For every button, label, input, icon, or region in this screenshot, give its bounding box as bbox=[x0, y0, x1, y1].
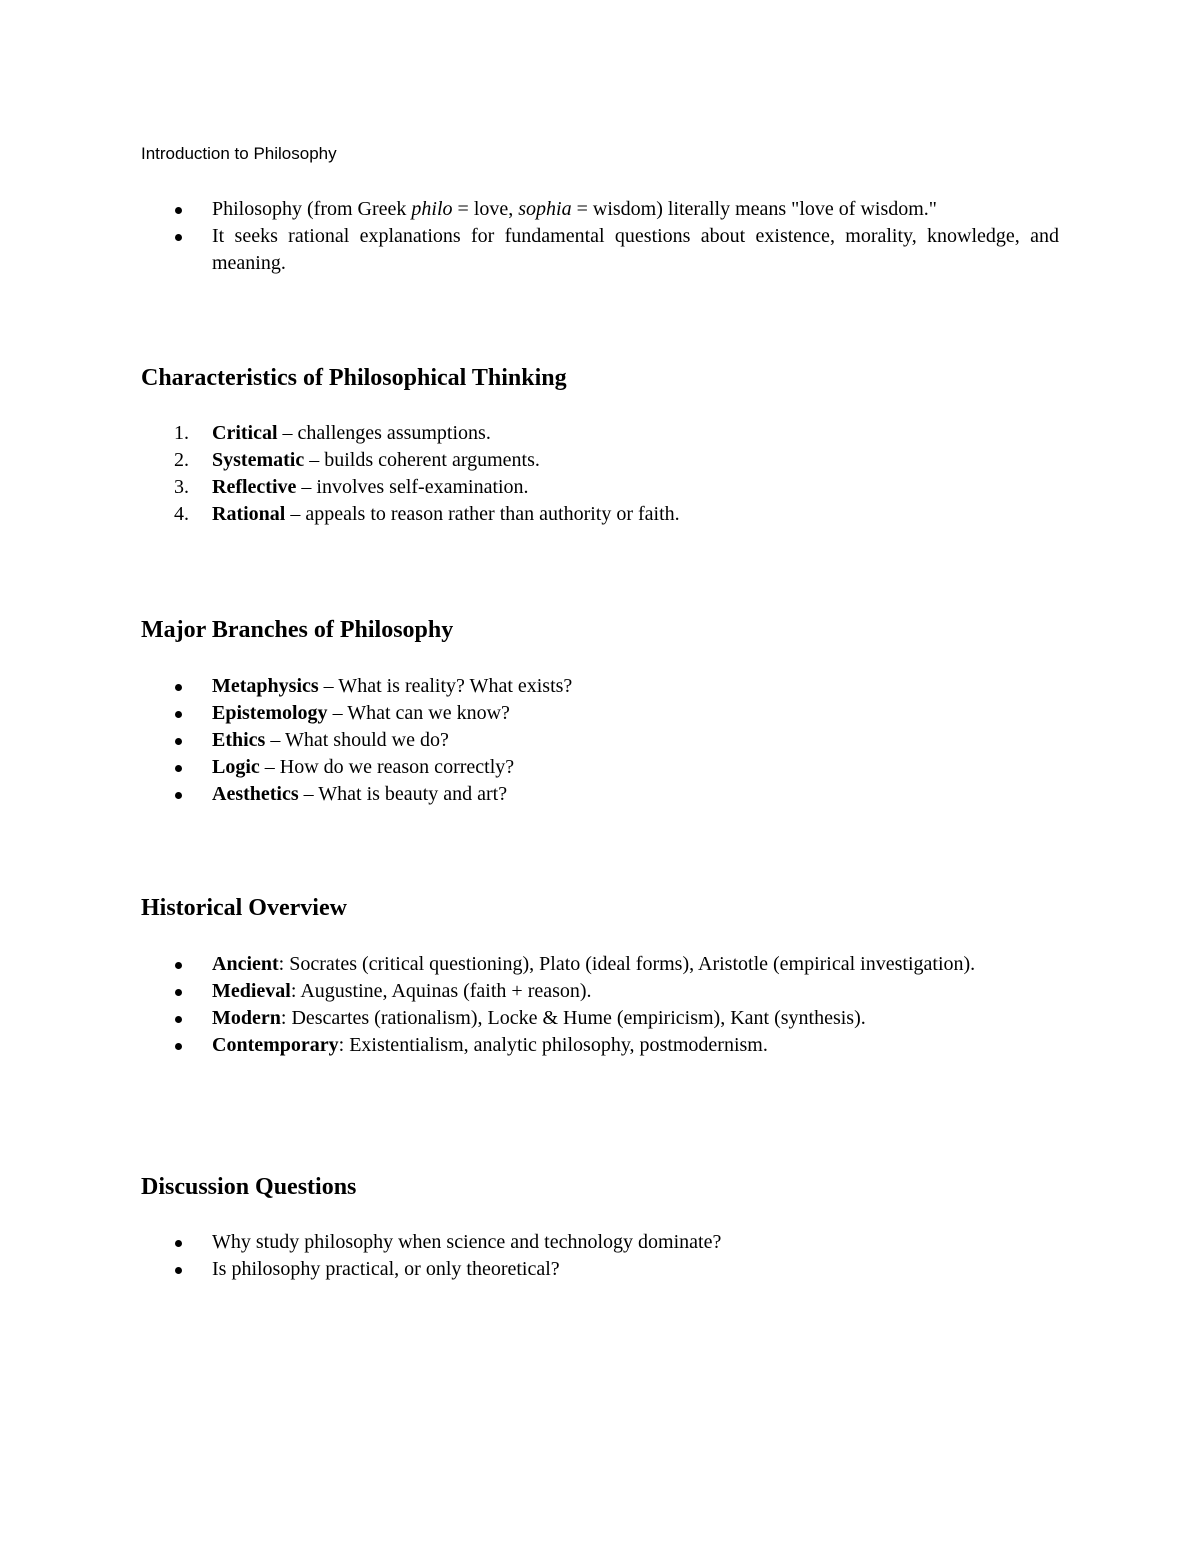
section-heading-discussion: Discussion Questions bbox=[141, 1174, 357, 1200]
list-item: 2. Systematic – builds coherent arguments. bbox=[141, 447, 1059, 474]
list-item: 3. Reflective – involves self-examination. bbox=[141, 474, 1059, 501]
bullet-icon bbox=[175, 989, 182, 996]
list-number: 2. bbox=[174, 449, 189, 471]
list-item: Epistemology – What can we know? bbox=[141, 700, 1059, 727]
list-item: Contemporary: Existentialism, analytic philosophy, postmodernism. bbox=[141, 1032, 1059, 1059]
bullet-icon bbox=[175, 738, 182, 745]
intro-list bbox=[141, 196, 1059, 277]
list-item: Modern: Descartes (rationalism), Locke & Hume (empiricism), Kant (synthesis). bbox=[141, 1005, 1059, 1032]
list-item: Medieval: Augustine, Aquinas (faith + reason). bbox=[141, 978, 1059, 1005]
bullet-icon bbox=[175, 765, 182, 772]
list-item: Ethics – What should we do? bbox=[141, 727, 1059, 754]
section-heading-branches: Major Branches of Philosophy bbox=[141, 617, 454, 643]
bullet-icon bbox=[175, 1240, 182, 1247]
list-item: Why study philosophy when science and technology dominate? bbox=[141, 1229, 1059, 1256]
bullet-icon bbox=[175, 1016, 182, 1023]
list-number: 3. bbox=[174, 476, 189, 498]
list-item: Is philosophy practical, or only theoretical? bbox=[141, 1256, 1059, 1283]
list-number: 4. bbox=[174, 503, 189, 525]
history-list bbox=[141, 951, 1059, 1059]
bullet-icon bbox=[175, 234, 182, 241]
section-heading-history: Historical Overview bbox=[141, 895, 347, 921]
list-item: It seeks rational explanations for fundamental questions about existence, morality, knowledge, and meaning. bbox=[141, 223, 1059, 277]
list-item: Philosophy (from Greek philo = love, sophia = wisdom) literally means "love of wisdom." bbox=[141, 196, 1059, 223]
list-item: 1. Critical – challenges assumptions. bbox=[141, 420, 1059, 447]
list-item: 4. Rational – appeals to reason rather than authority or faith. bbox=[141, 501, 1059, 528]
bullet-icon bbox=[175, 1267, 182, 1274]
bullet-icon bbox=[175, 684, 182, 691]
discussion-list bbox=[141, 1229, 1059, 1283]
list-number: 1. bbox=[174, 422, 189, 444]
list-item: Logic – How do we reason correctly? bbox=[141, 754, 1059, 781]
list-item: Ancient: Socrates (critical questioning), Plato (ideal forms), Aristotle (empirical investigation). bbox=[141, 951, 1059, 978]
list-item: Metaphysics – What is reality? What exists? bbox=[141, 673, 1059, 700]
bullet-icon bbox=[175, 962, 182, 969]
characteristics-list bbox=[141, 420, 1059, 528]
document-title: Introduction to Philosophy bbox=[141, 144, 337, 163]
section-heading-characteristics: Characteristics of Philosophical Thinking bbox=[141, 365, 567, 391]
bullet-icon bbox=[175, 711, 182, 718]
list-item: Aesthetics – What is beauty and art? bbox=[141, 781, 1059, 808]
branches-list bbox=[141, 673, 1059, 808]
bullet-icon bbox=[175, 1043, 182, 1050]
bullet-icon bbox=[175, 792, 182, 799]
bullet-icon bbox=[175, 207, 182, 214]
